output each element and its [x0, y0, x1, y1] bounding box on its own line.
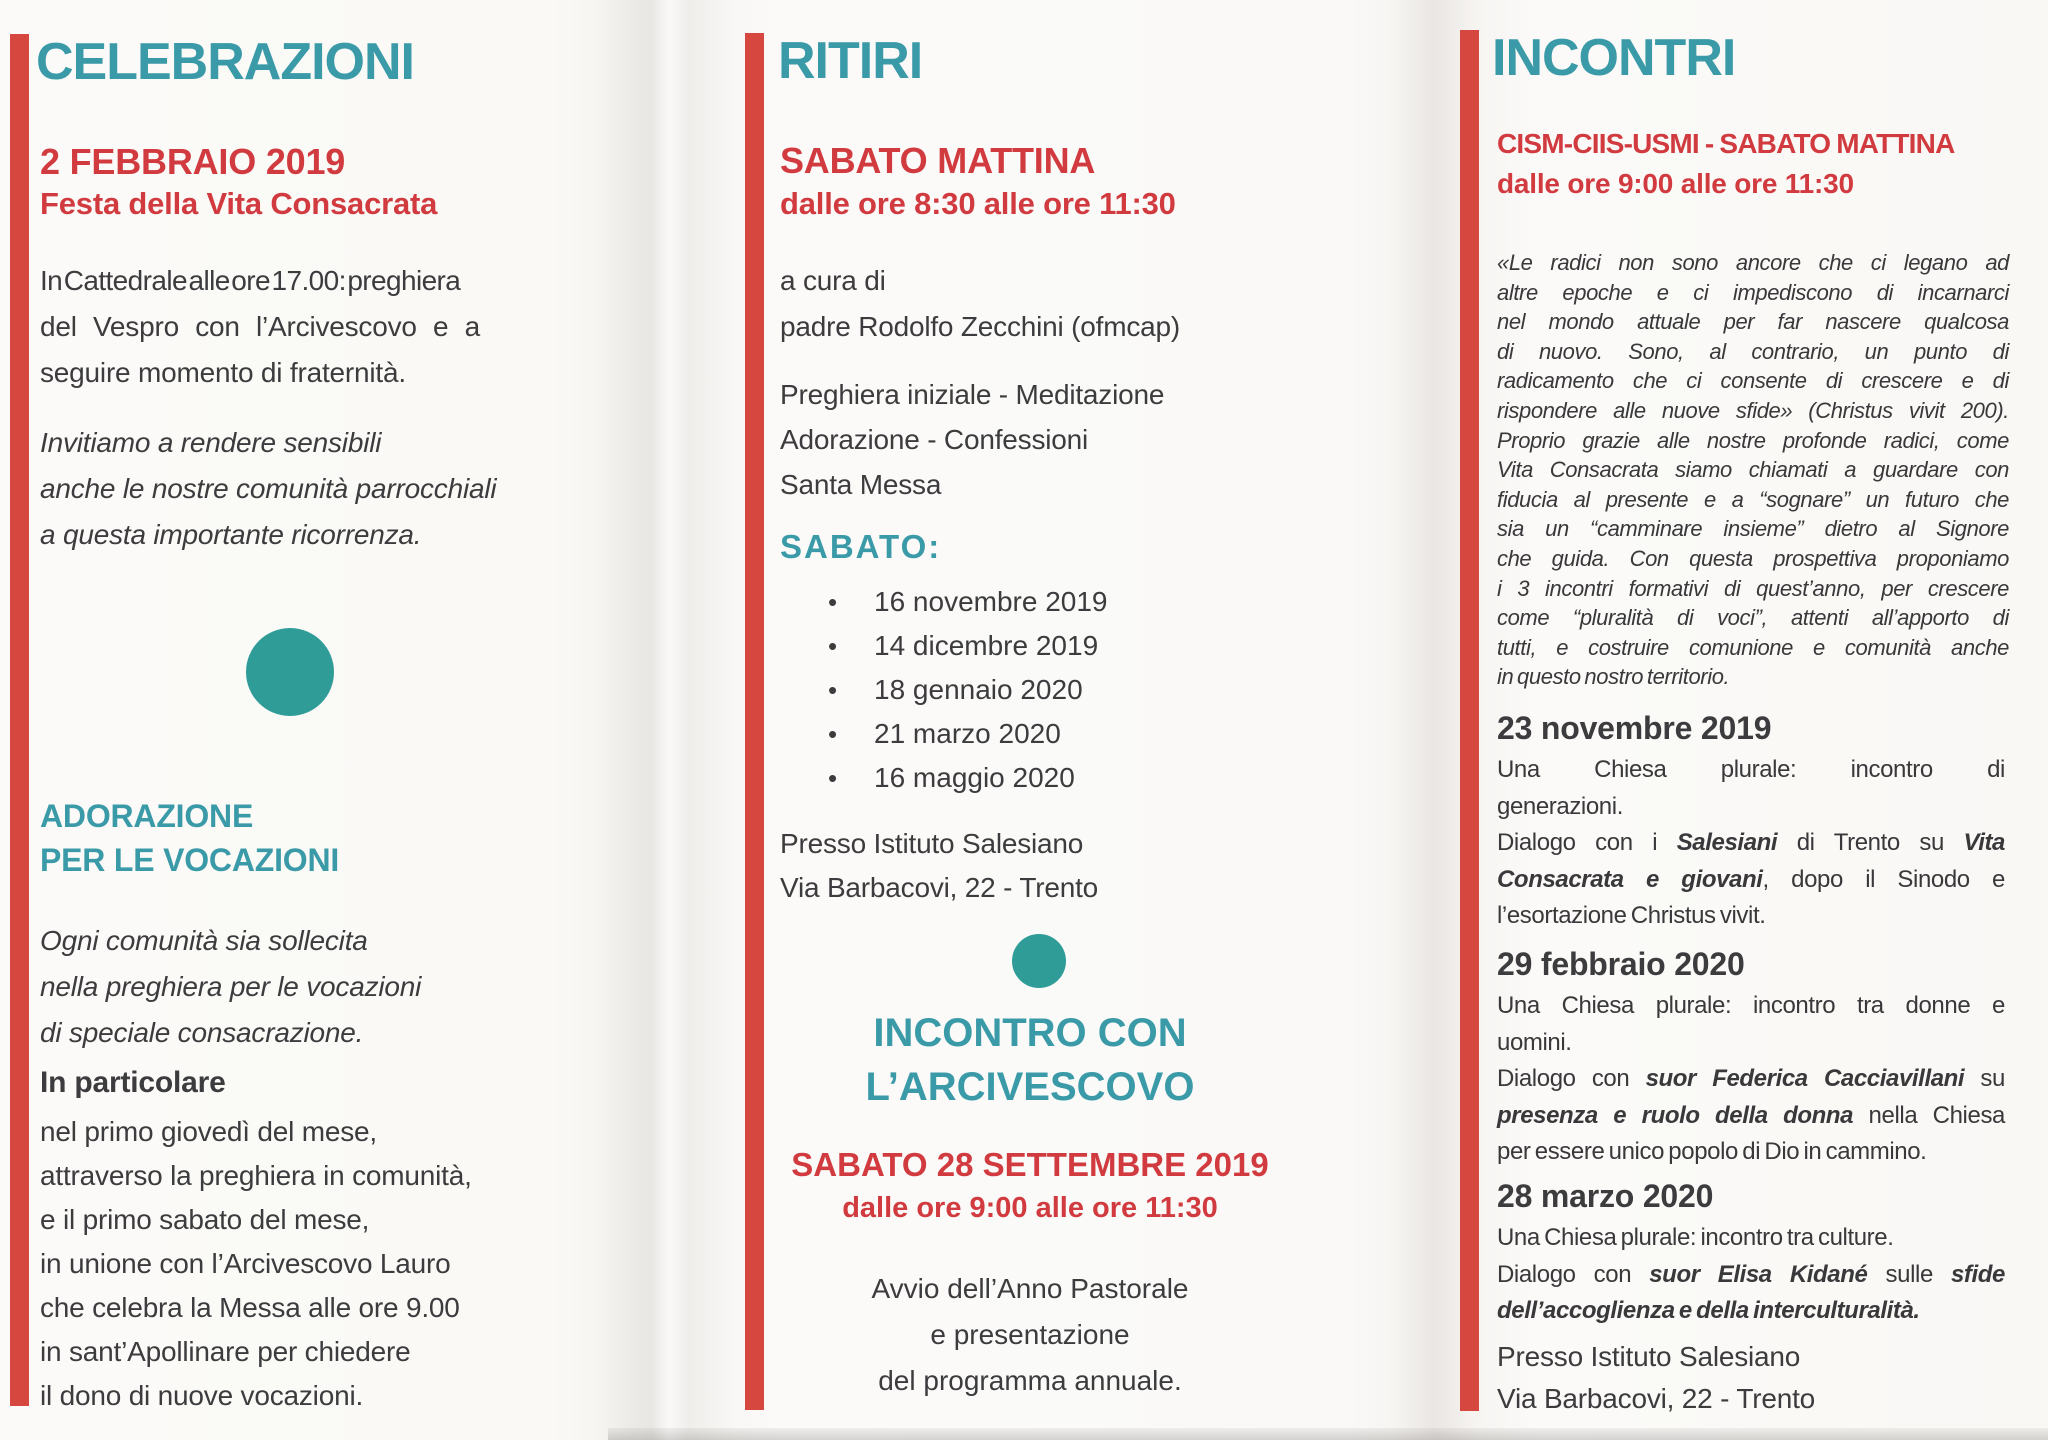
- quote-line: Vita Consacrata siamo chiamati a guardare con: [1497, 457, 2009, 483]
- event-line: Una Chiesa plurale: incontro di: [1497, 756, 2005, 783]
- quote-line: come “pluralità di voci”, attenti all’apporto di: [1497, 605, 2009, 631]
- paragraph-line: Ogni comunità sia sollecita: [40, 925, 368, 956]
- incontri-accent-bar: [1460, 30, 1479, 1411]
- adorazione-section-title: [40, 794, 339, 882]
- paper-fold-crease: [596, 0, 736, 1440]
- paragraph-line: del Vespro con l’Arcivescovo e a: [40, 311, 480, 342]
- quote-line: nel mondo attuale per far nascere qualcosa: [1497, 309, 2009, 335]
- event-line: l’esortazione Christus vivit.: [1497, 902, 1766, 929]
- paragraph-line: che celebra la Messa alle ore 9.00: [40, 1292, 460, 1323]
- incontro-arcivescovo-title: [780, 1006, 1280, 1114]
- teal-accent-dot-small: [1012, 934, 1066, 988]
- section-title-line: L’ARCIVESCOVO: [865, 1065, 1195, 1109]
- celebrazioni-accent-bar: [10, 34, 29, 1406]
- quote-line: rispondere alle nuove sfide» (Christus vivit 200).: [1497, 397, 2009, 423]
- ritiri-accent-bar: [745, 33, 764, 1410]
- paragraph-line: nel primo giovedì del mese,: [40, 1116, 377, 1147]
- paragraph-line: seguire momento di fraternità.: [40, 357, 406, 388]
- paragraph-line: del programma annuale.: [878, 1365, 1182, 1396]
- paragraph-line: in sant’Apollinare per chiedere: [40, 1336, 411, 1367]
- quote-line: i 3 incontri formativi di quest’anno, per crescere: [1497, 575, 2009, 601]
- list-item: [828, 756, 1280, 800]
- venue-line: Via Barbacovi, 22 - Trento: [780, 872, 1099, 903]
- celebrazioni-paragraph-cattedrale: [40, 258, 480, 396]
- quote-line: altre epoche e ci impediscono di incarnarci: [1497, 279, 2009, 305]
- paragraph-line: padre Rodolfo Zecchini (ofmcap): [780, 311, 1180, 342]
- incontri-heading: CISM-CIIS-USMI - SABATO MATTINA: [1497, 128, 1955, 159]
- event-line: Consacrata e giovani, dopo il Sinodo e: [1497, 865, 2006, 893]
- section-title-line: INCONTRO CON: [873, 1011, 1187, 1055]
- event-line: generazioni.: [1497, 792, 1623, 820]
- venue-line: Presso Istituto Salesiano: [1497, 1341, 1801, 1372]
- event-line: Dialogo con suor Federica Cacciavillani su: [1497, 1065, 2005, 1092]
- quote-line: fiducia al presente e a “sognare” un futuro che: [1497, 486, 2009, 512]
- paragraph-line: In Cattedrale alle ore 17.00: preghiera: [40, 265, 461, 296]
- paragraph-line: a questa importante ricorrenza.: [40, 519, 422, 550]
- incontri-time: dalle ore 9:00 alle ore 11:30: [1497, 168, 1854, 199]
- paragraph-line: e il primo sabato del mese,: [40, 1204, 370, 1235]
- paragraph-line: e presentazione: [930, 1319, 1130, 1350]
- celebrazioni-date-heading: 2 FEBBRAIO 2019: [40, 141, 346, 182]
- in-particolare-heading: In particolare: [40, 1066, 226, 1099]
- event-line: Dialogo con suor Elisa Kidané sulle sfide: [1497, 1260, 2005, 1288]
- list-item-date: 16 novembre 2019: [874, 586, 1108, 617]
- paragraph-line: Santa Messa: [780, 469, 942, 500]
- event-description: [1497, 1220, 2005, 1330]
- event-line: Una Chiesa plurale: incontro tra culture.: [1497, 1224, 1894, 1251]
- list-item: [828, 712, 1280, 756]
- list-item: [828, 668, 1280, 712]
- quote-line: di nuovo. Sono, al contrario, un punto di: [1497, 338, 2009, 364]
- scan-edge-shadow: [608, 1428, 2048, 1440]
- ritiri-venue: [780, 822, 1280, 910]
- event-date-heading: 29 febbraio 2020: [1497, 946, 1745, 982]
- list-item-date: 14 dicembre 2019: [874, 630, 1099, 661]
- bullet-icon: •: [828, 763, 838, 793]
- celebrazioni-paragraph-invito: [40, 420, 497, 558]
- ritiri-title: RITIRI: [778, 32, 923, 90]
- venue-line: Presso Istituto Salesiano: [780, 828, 1084, 859]
- sabato-dates-list: [828, 580, 1280, 800]
- event-line: Una Chiesa plurale: incontro tra donne e: [1497, 992, 2005, 1019]
- adorazione-paragraph: [40, 918, 480, 1056]
- event-line: uomini.: [1497, 1028, 1572, 1056]
- in-particolare-paragraph: [40, 1110, 480, 1418]
- paragraph-line: a cura di: [780, 265, 886, 296]
- paragraph-line: il dono di nuove vocazioni.: [40, 1380, 364, 1411]
- list-item-date: 21 marzo 2020: [874, 718, 1061, 749]
- paragraph-line: Avvio dell’Anno Pastorale: [871, 1273, 1189, 1304]
- paragraph-line: Invitiamo a rendere sensibili: [40, 427, 382, 458]
- event-line: presenza e ruolo della donna nella Chiesa: [1497, 1101, 2005, 1129]
- event-description: [1497, 988, 2005, 1171]
- ritiri-heading: SABATO MATTINA: [780, 140, 1096, 181]
- event-date-heading: 28 marzo 2020: [1497, 1178, 1714, 1214]
- incontri-quote-paragraph: [1497, 248, 2009, 692]
- sabato-label: SABATO:: [780, 528, 942, 565]
- bullet-icon: •: [828, 631, 838, 661]
- incontri-title: INCONTRI: [1492, 29, 1736, 87]
- list-item-date: 16 maggio 2020: [874, 762, 1075, 793]
- event-line: per essere unico popolo di Dio in cammino.: [1497, 1138, 1927, 1165]
- list-item-date: 18 gennaio 2020: [874, 674, 1083, 705]
- incontro-arcivescovo-description: [780, 1266, 1280, 1404]
- paragraph-line: Adorazione - Confessioni: [780, 424, 1089, 455]
- ritiri-program: [780, 372, 1280, 507]
- teal-accent-dot-large: [246, 628, 334, 716]
- paragraph-line: Preghiera iniziale - Meditazione: [780, 379, 1165, 410]
- incontro-arcivescovo-time: dalle ore 9:00 alle ore 11:30: [842, 1192, 1218, 1224]
- quote-line: in questo nostro territorio.: [1497, 664, 1730, 690]
- event-description: [1497, 752, 2005, 935]
- paragraph-line: nella preghiera per le vocazioni: [40, 971, 422, 1002]
- list-item: [828, 624, 1280, 668]
- paragraph-line: anche le nostre comunità parrocchiali: [40, 473, 497, 504]
- quote-line: Proprio grazie alle nostre profonde radici, come: [1497, 427, 2009, 453]
- event-line: Dialogo con i Salesiani di Trento su Vita: [1497, 829, 2006, 856]
- celebrazioni-date-subheading: Festa della Vita Consacrata: [40, 186, 438, 221]
- ritiri-time: dalle ore 8:30 alle ore 11:30: [780, 186, 1176, 221]
- quote-line: «Le radici non sono ancore che ci legano ad: [1497, 250, 2009, 275]
- bullet-icon: •: [828, 587, 838, 617]
- ritiri-curator: [780, 258, 1280, 350]
- venue-line: Via Barbacovi, 22 - Trento: [1497, 1383, 1816, 1414]
- event-line: dell’accoglienza e della interculturalità.: [1497, 1297, 1920, 1324]
- paragraph-line: in unione con l’Arcivescovo Lauro: [40, 1248, 451, 1279]
- section-title-line: ADORAZIONE: [40, 798, 254, 834]
- list-item: [828, 580, 1280, 624]
- incontri-venue: [1497, 1336, 2005, 1420]
- quote-line: tutti, e costruire comunione e comunità anche: [1497, 634, 2009, 660]
- paragraph-line: attraverso la preghiera in comunità,: [40, 1160, 472, 1191]
- quote-line: radicamento che ci consente di crescere e di: [1497, 368, 2009, 394]
- incontro-arcivescovo-date: SABATO 28 SETTEMBRE 2019: [791, 1146, 1269, 1183]
- quote-line: sia un “camminare insieme” dietro al Signore: [1497, 516, 2009, 542]
- quote-line: che guida. Con questa prospettiva proponiamo: [1497, 545, 2009, 571]
- event-date-heading: 23 novembre 2019: [1497, 710, 1772, 746]
- bullet-icon: •: [828, 719, 838, 749]
- bullet-icon: •: [828, 675, 838, 705]
- paragraph-line: di speciale consacrazione.: [40, 1017, 364, 1048]
- celebrazioni-title: CELEBRAZIONI: [36, 33, 414, 91]
- section-title-line: PER LE VOCAZIONI: [40, 842, 340, 878]
